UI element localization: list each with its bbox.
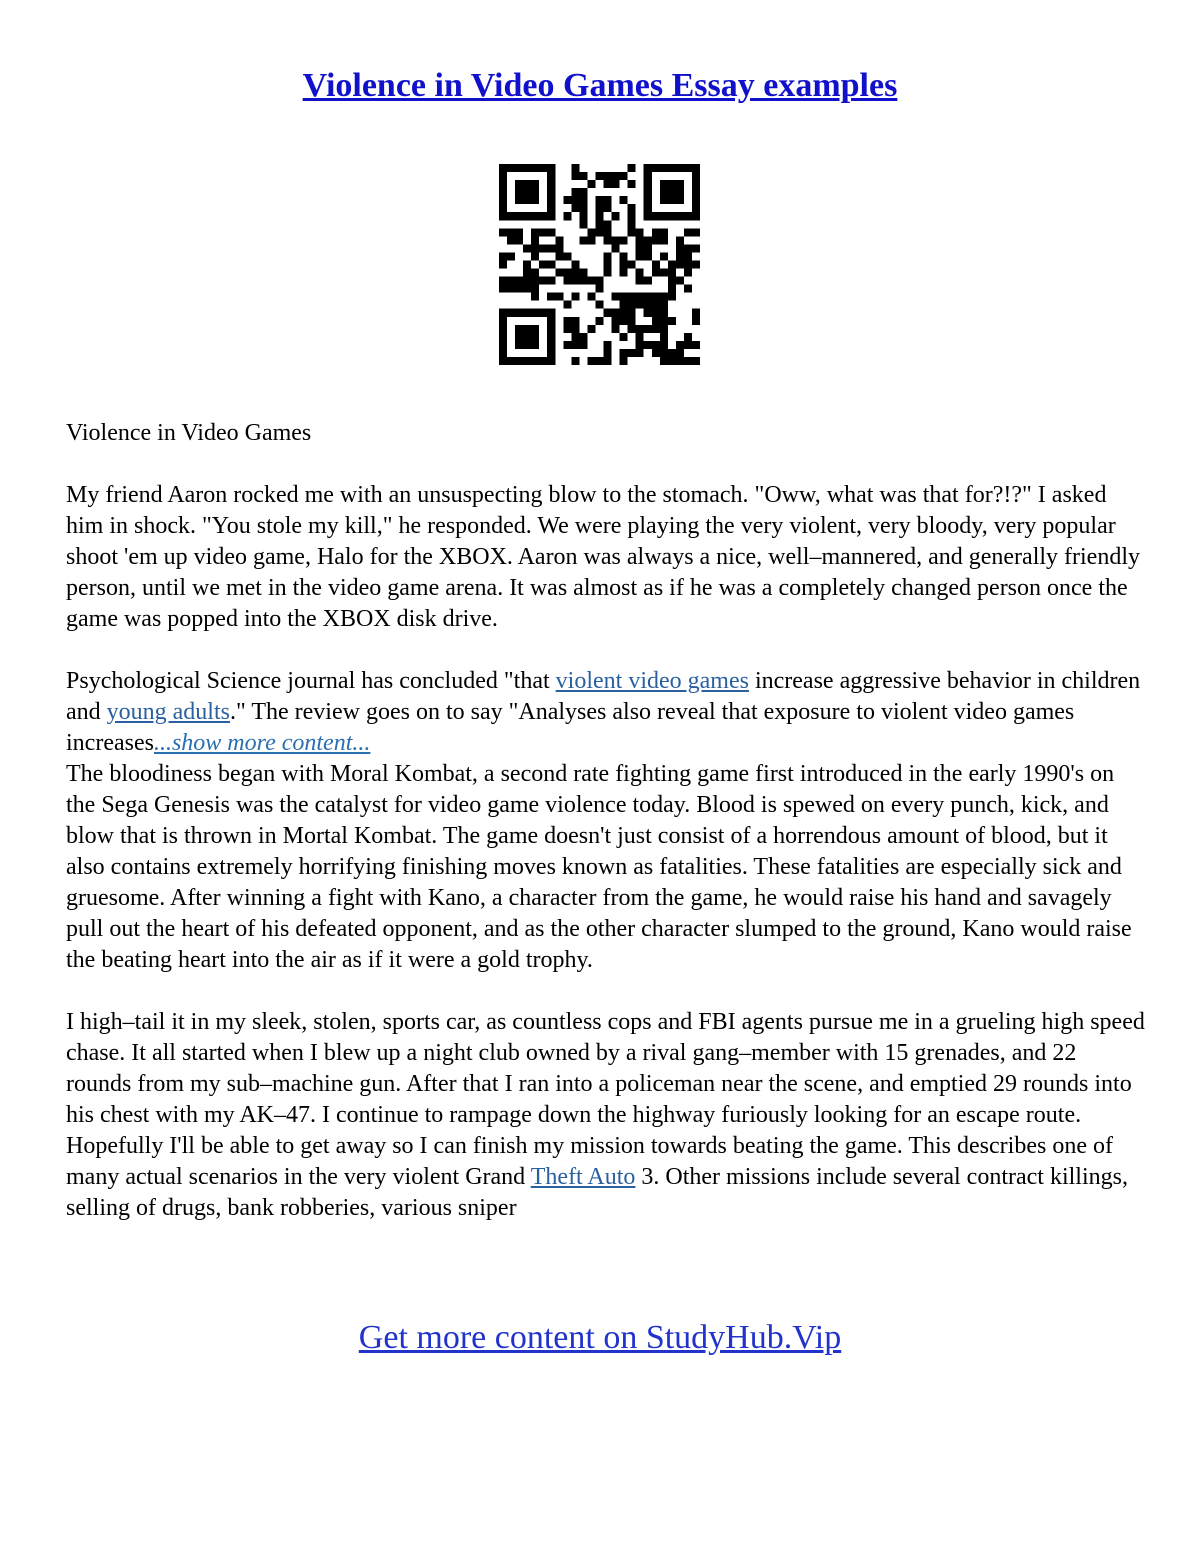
young-adults-link[interactable]: young adults: [106, 699, 230, 725]
show-more-link[interactable]: ...show more content...: [153, 730, 371, 756]
essay-body: [66, 418, 1146, 1224]
title-link[interactable]: Violence in Video Games Essay examples: [302, 67, 898, 104]
paragraph-2-text-b: increase aggressive behavior in children and: [66, 668, 1141, 725]
violent-video-games-link[interactable]: violent video games: [555, 668, 749, 694]
paragraph-1: My friend Aaron rocked me with an unsuspecting blow to the stomach. "Oww, what was that for?!?" I asked him in shock. "You stole my kill," he responded. We were playing the very violent, very bloody, very popular shoot 'em up video game, Halo for the XBOX. Aaron was always a nice, well–mannered, and generally friendly person, until we met in the video game arena. It was almost as if he was a completely changed person once the game was popped into the XBOX disk drive.: [66, 482, 1140, 632]
paragraph-2-text-a: Psychological Science journal has concluded "that: [66, 668, 556, 694]
paragraph-2: [66, 666, 1146, 759]
paragraph-4: [66, 1007, 1146, 1224]
qr-code-icon: [499, 164, 700, 365]
paragraph-2-text-c: ." The review goes on to say "Analyses also reveal that exposure to violent video games increases: [66, 699, 1075, 756]
footer: [0, 1316, 1200, 1360]
paragraph-4-text-a: I high–tail it in my sleek, stolen, sports car, as countless cops and FBI agents pursue me in a grueling high speed chase. It all started when I blew up a night club owned by a rival gang–member with 15 grenades, and 22 rounds from my sub–machine gun. After that I ran into a policeman near the scene, and emptied 29 rounds into his chest with my AK–47. I continue to rampage down the highway furiously looking for an escape route. Hopefully I'll be able to get away so I can finish my mission towards beating the game. This describes one of many actual scenarios in the very violent Grand: [66, 1009, 1145, 1190]
paragraph-4-text-b: 3. Other missions include several contract killings, selling of drugs, bank robberies, various sniper: [66, 1164, 1128, 1221]
page-title: [0, 64, 1200, 108]
studyhub-link[interactable]: Get more content on StudyHub.Vip: [358, 1319, 842, 1356]
paragraph-3: The bloodiness began with Moral Kombat, a second rate fighting game first introduced in the early 1990's on the Sega Genesis was the catalyst for video game violence today. Blood is spewed on every punch, kick, and blow that is thrown in Mortal Kombat. The game doesn't just consist of a horrendous amount of blood, but it also contains extremely horrifying finishing moves known as fatalities. These fatalities are especially sick and gruesome. After winning a fight with Kano, a character from the game, he would raise his hand and savagely pull out the heart of his defeated opponent, and as the other character slumped to the ground, Kano would raise the beating heart into the air as if it were a gold trophy.: [66, 761, 1132, 973]
theft-auto-link[interactable]: Theft Auto: [530, 1164, 636, 1190]
essay-heading: Violence in Video Games: [66, 420, 312, 446]
